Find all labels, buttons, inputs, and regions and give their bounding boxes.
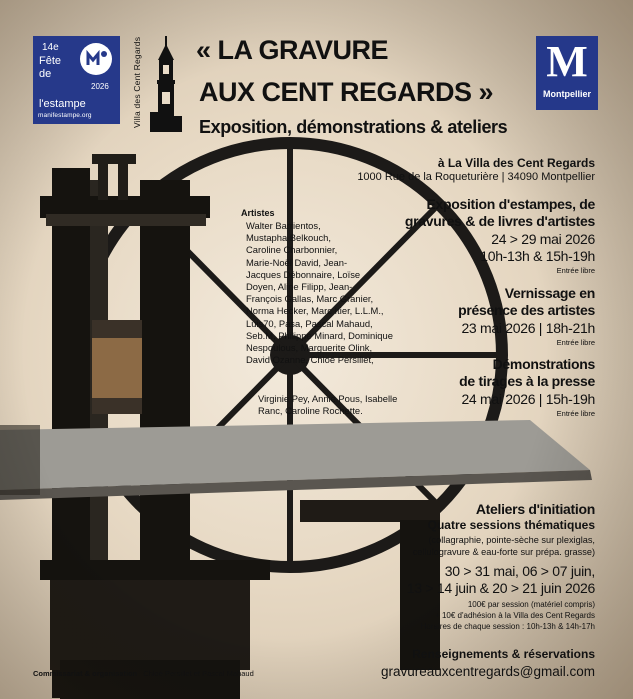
demos-date: 24 mai 2026 | 15h-19h [461,391,595,407]
badge-estampe: l'estampe [39,98,86,110]
badge-de: de [39,68,52,80]
montpellier-logo-letter: M [546,37,588,86]
montpellier-logo-name: Montpellier [542,89,591,99]
exhibition-dates: 24 > 29 mai 2026 [491,231,595,247]
artist-line: Marie-Noël David, Jean- [246,256,348,268]
ateliers-dates-1: 30 > 31 mai, 06 > 07 juin, [444,563,595,579]
subtitle: Exposition, démonstrations & ateliers [199,117,508,137]
artist-line: François Gallas, Marc Granier, [246,293,374,305]
ateliers-desc-1: (collagraphie, pointe-sèche sur plexiglas, [428,535,595,545]
artist-line: Virginie Pey, Annie Pous, Isabelle [258,393,398,404]
credits [33,669,254,678]
artist-line: Jacques Débonnaire, Loïse [246,268,361,280]
artists-list-continued [258,393,408,417]
credits-label: Commissariat & organisation [33,669,138,678]
badge-edition: 14e [42,42,59,53]
exhibition-note: Entrée libre [556,266,595,275]
credits-names: Chloé Persillet et Pascal Mahaud [143,669,254,678]
artist-line: Mustapha Belkouch, [246,232,331,244]
ateliers-desc-2: cellulogravure & eau-forte sur prépa. grasse) [412,547,595,557]
artist-line: Nespoulous, Marguerite Olink, [246,342,373,354]
villa-label: Villa des Cent Regards [132,36,142,128]
ateliers-title: Ateliers d'initiation [475,501,595,517]
contact-email[interactable]: gravureauxcentregards@gmail.com [380,664,595,679]
festival-badge [33,36,120,124]
exhibition-title-2: gravures & de livres d'artistes [404,213,595,229]
exhibition-hours: 10h-13h & 15h-19h [480,248,595,264]
title-line-1: « LA GRAVURE [196,35,389,65]
badge-website: manifestampe.org [38,112,92,119]
badge-year: 2026 [91,82,109,91]
artist-line: Caroline Charbonnier, [246,244,338,256]
demos-title-2: de tirages à la presse [459,373,595,389]
montpellier-logo [536,36,598,110]
title-line-2: AUX CENT REGARDS » [199,77,494,107]
artists-list [246,220,406,366]
artist-line: David Ozanne, Chloé Persillet, [246,354,374,366]
artist-line: Walter Barrientos, [246,220,321,231]
venue-address: 1000 Rue de la Roqueturière | 34090 Montpellier [357,171,595,183]
artist-line: Norma Hecker, Marc Itier, L.L.M., [246,305,384,317]
ateliers-price-3: Horaires de chaque session : 10h-13h & 14h-17h [420,622,595,631]
demos-note: Entrée libre [556,409,595,418]
exhibition-title-1: Exposition d'estampes, de [426,196,595,212]
ateliers-dates-2: 13 > 14 juin & 20 > 21 juin 2026 [406,580,595,596]
venue-name: à La Villa des Cent Regards [437,156,595,170]
vernissage-title-2: présence des artistes [458,302,595,318]
vernissage-note: Entrée libre [556,338,595,347]
badge-fete: Fête [39,55,62,67]
artist-line: Luis70, Pasa, Pascal Mahaud, [246,317,373,329]
artists-heading: Artistes [241,208,275,218]
ateliers-subtitle: Quatre sessions thématiques [427,518,595,532]
contact-title: Renseignements & réservations [412,647,595,661]
ateliers-price-1: 100€ par session (matériel compris) [467,600,595,609]
ateliers-price-2: + 10€ d'adhésion à la Villa des Cent Regards [435,611,595,620]
vernissage-date: 23 mai 2026 | 18h-21h [461,320,595,336]
artist-line: Ranc, Caroline Rochette. [258,405,363,417]
vernissage-title-1: Vernissage en [504,285,595,301]
artist-line: Doyen, Aline Filipp, Jean- [246,281,353,293]
villa-tower-icon [150,36,182,132]
demos-title-1: Démonstrations [492,356,595,372]
festival-logo-icon [79,42,113,76]
artist-line: Seb.M, Philippe Minard, Dominique [246,329,393,341]
